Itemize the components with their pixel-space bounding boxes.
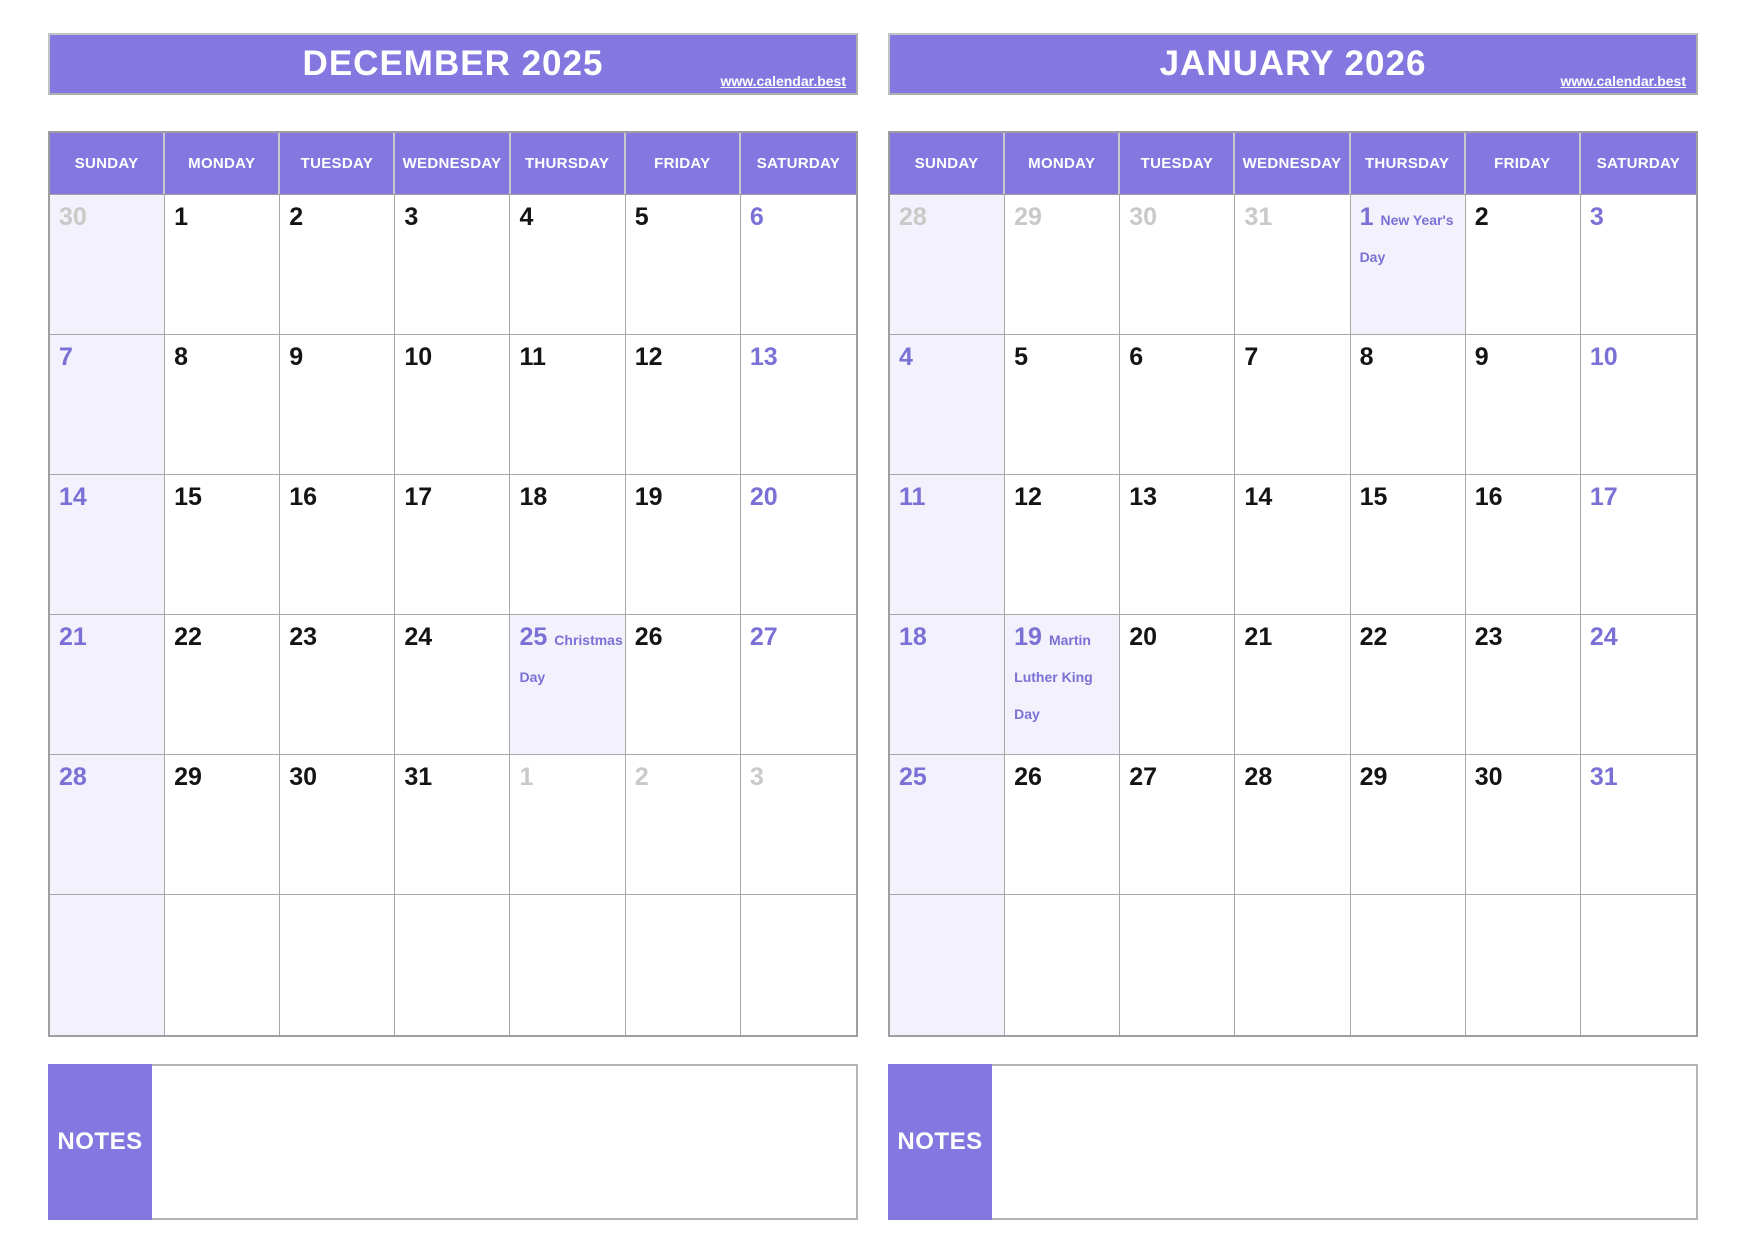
date-cell	[1235, 755, 1350, 895]
date-number: 6	[749, 203, 764, 231]
date-cell	[1005, 475, 1120, 615]
date-cell	[1466, 195, 1581, 335]
date-number: 24	[404, 623, 433, 651]
date-cell	[626, 335, 741, 475]
date-number: 18	[519, 483, 548, 511]
date-number: 9	[289, 343, 304, 371]
date-number: 29	[1014, 203, 1042, 231]
weekday-header: SUNDAY	[890, 133, 1005, 194]
date-cell	[395, 895, 510, 1035]
date-cell	[1120, 755, 1235, 895]
date-cell	[165, 475, 280, 615]
date-number: 22	[174, 623, 202, 651]
date-cell	[165, 195, 280, 335]
date-cell	[165, 615, 280, 755]
weekday-header: TUESDAY	[280, 133, 395, 194]
date-cell	[1351, 335, 1466, 475]
date-number: 27	[749, 623, 778, 651]
date-cell	[890, 755, 1005, 895]
date-cell	[1235, 615, 1350, 755]
date-number: 26	[634, 623, 663, 651]
date-cell	[1466, 475, 1581, 615]
date-number: 6	[1129, 343, 1144, 371]
date-number: 23	[1474, 623, 1503, 651]
date-number: 11	[899, 483, 926, 511]
month-title-bar	[48, 33, 858, 95]
date-cell	[280, 615, 395, 755]
date-number: 4	[899, 343, 913, 371]
date-cell	[280, 335, 395, 475]
date-number: 24	[1589, 623, 1618, 651]
month-grid	[888, 131, 1698, 1037]
date-number: 1	[519, 763, 534, 791]
weekday-header: MONDAY	[165, 133, 280, 194]
date-cell	[1466, 755, 1581, 895]
date-number: 25	[519, 623, 548, 651]
date-cell	[280, 475, 395, 615]
holiday-label: Christmas Day	[519, 632, 623, 685]
notes-label: NOTES	[48, 1064, 152, 1220]
calendar-december-2025	[48, 33, 858, 1220]
date-number: 21	[1244, 623, 1273, 651]
date-cell	[1581, 195, 1696, 335]
date-number: 31	[1244, 203, 1273, 231]
weekday-header-row	[890, 133, 1696, 195]
date-number: 15	[1359, 483, 1388, 511]
date-cell	[1235, 895, 1350, 1035]
date-cell	[890, 335, 1005, 475]
date-cell	[1235, 335, 1350, 475]
date-number: 25	[899, 763, 927, 791]
date-number: 16	[1474, 483, 1503, 511]
date-cell	[1005, 195, 1120, 335]
weekday-header: MONDAY	[1005, 133, 1120, 194]
date-number: 22	[1359, 623, 1388, 651]
month-title-bar	[888, 33, 1698, 95]
website-link[interactable]: www.calendar.best	[1560, 73, 1686, 89]
date-cell	[50, 475, 165, 615]
date-number: 30	[1474, 763, 1503, 791]
date-cell	[395, 195, 510, 335]
date-number: 15	[174, 483, 202, 511]
weekday-header: FRIDAY	[1466, 133, 1581, 194]
date-cell	[1466, 895, 1581, 1035]
date-number: 23	[289, 623, 318, 651]
date-grid	[890, 195, 1696, 1035]
date-cell	[1120, 475, 1235, 615]
date-cell	[1005, 615, 1120, 755]
date-number: 8	[1359, 343, 1374, 371]
date-cell	[510, 475, 625, 615]
date-cell	[395, 335, 510, 475]
date-cell	[50, 615, 165, 755]
date-cell	[510, 335, 625, 475]
date-cell	[626, 195, 741, 335]
date-cell	[1005, 755, 1120, 895]
date-number: 12	[1014, 483, 1042, 511]
date-number: 5	[1014, 343, 1029, 371]
date-number: 18	[899, 623, 927, 651]
date-number: 11	[519, 343, 546, 371]
date-cell	[510, 195, 625, 335]
date-cell	[1581, 615, 1696, 755]
date-cell	[1466, 615, 1581, 755]
date-cell	[510, 615, 625, 755]
date-cell	[1581, 895, 1696, 1035]
date-cell	[395, 475, 510, 615]
date-number: 28	[59, 763, 87, 791]
weekday-header: FRIDAY	[626, 133, 741, 194]
date-cell	[890, 195, 1005, 335]
date-number: 14	[59, 483, 87, 511]
date-cell	[510, 755, 625, 895]
date-cell	[50, 895, 165, 1035]
date-number: 28	[899, 203, 927, 231]
date-number: 17	[404, 483, 433, 511]
date-number: 10	[404, 343, 433, 371]
holiday-label: New Year's Day	[1359, 212, 1454, 265]
date-cell	[1120, 895, 1235, 1035]
date-cell	[1120, 195, 1235, 335]
weekday-header-row	[50, 133, 856, 195]
date-number: 7	[1244, 343, 1259, 371]
date-cell	[890, 615, 1005, 755]
date-cell	[741, 195, 856, 335]
date-cell	[741, 335, 856, 475]
date-cell	[1351, 755, 1466, 895]
date-cell	[395, 615, 510, 755]
website-link[interactable]: www.calendar.best	[720, 73, 846, 89]
date-cell	[626, 755, 741, 895]
date-number: 29	[174, 763, 202, 791]
date-number: 2	[634, 763, 649, 791]
date-number: 30	[289, 763, 318, 791]
date-cell	[280, 755, 395, 895]
date-number: 20	[749, 483, 778, 511]
weekday-header: TUESDAY	[1120, 133, 1235, 194]
date-cell	[741, 475, 856, 615]
date-number: 4	[519, 203, 534, 231]
date-cell	[1351, 895, 1466, 1035]
date-cell	[890, 475, 1005, 615]
date-number: 14	[1244, 483, 1273, 511]
weekday-header: WEDNESDAY	[1235, 133, 1350, 194]
date-number: 3	[749, 763, 764, 791]
month-grid	[48, 131, 858, 1037]
date-cell	[741, 895, 856, 1035]
date-cell	[280, 895, 395, 1035]
date-cell	[626, 475, 741, 615]
date-cell	[1005, 335, 1120, 475]
weekday-header: SATURDAY	[741, 133, 856, 194]
date-cell	[510, 895, 625, 1035]
date-cell	[165, 755, 280, 895]
date-grid	[50, 195, 856, 1035]
date-cell	[1466, 335, 1581, 475]
month-title: DECEMBER 2025	[302, 44, 604, 83]
date-number: 10	[1589, 343, 1618, 371]
weekday-header: THURSDAY	[511, 133, 626, 194]
date-number: 2	[1474, 203, 1489, 231]
holiday-label: Martin Luther King Day	[1014, 632, 1093, 722]
weekday-header: WEDNESDAY	[395, 133, 510, 194]
calendar-january-2026	[888, 33, 1698, 1220]
date-number: 21	[59, 623, 87, 651]
date-number: 13	[749, 343, 778, 371]
date-cell	[626, 615, 741, 755]
date-number: 3	[404, 203, 419, 231]
date-number: 31	[404, 763, 433, 791]
date-number: 26	[1014, 763, 1042, 791]
month-title: JANUARY 2026	[1159, 44, 1427, 83]
date-cell	[1120, 615, 1235, 755]
weekday-header: SUNDAY	[50, 133, 165, 194]
date-cell	[1005, 895, 1120, 1035]
date-number: 3	[1589, 203, 1604, 231]
notes-label: NOTES	[888, 1064, 992, 1220]
date-cell	[890, 895, 1005, 1035]
date-number: 20	[1129, 623, 1158, 651]
date-number: 9	[1474, 343, 1489, 371]
date-cell	[165, 335, 280, 475]
date-number: 29	[1359, 763, 1388, 791]
date-cell	[1581, 755, 1696, 895]
date-number: 5	[634, 203, 649, 231]
date-cell	[741, 615, 856, 755]
notes-area	[152, 1064, 858, 1220]
date-number: 17	[1589, 483, 1618, 511]
weekday-header: THURSDAY	[1351, 133, 1466, 194]
date-cell	[395, 755, 510, 895]
date-cell	[1581, 475, 1696, 615]
date-cell	[1351, 475, 1466, 615]
date-number: 13	[1129, 483, 1158, 511]
date-cell	[165, 895, 280, 1035]
date-cell	[50, 335, 165, 475]
date-number: 27	[1129, 763, 1158, 791]
notes-section	[888, 1064, 1698, 1220]
date-number: 1	[1359, 203, 1374, 231]
date-number: 31	[1589, 763, 1618, 791]
date-number: 2	[289, 203, 304, 231]
date-number: 1	[174, 203, 189, 231]
date-number: 30	[59, 203, 87, 231]
date-number: 16	[289, 483, 318, 511]
date-cell	[280, 195, 395, 335]
date-number: 30	[1129, 203, 1158, 231]
date-cell	[741, 755, 856, 895]
date-cell	[1351, 615, 1466, 755]
date-cell	[626, 895, 741, 1035]
date-number: 8	[174, 343, 189, 371]
date-cell	[1120, 335, 1235, 475]
date-number: 19	[634, 483, 663, 511]
date-number: 19	[1014, 623, 1042, 651]
date-number: 28	[1244, 763, 1273, 791]
date-cell	[1351, 195, 1466, 335]
notes-section	[48, 1064, 858, 1220]
date-number: 12	[634, 343, 663, 371]
weekday-header: SATURDAY	[1581, 133, 1696, 194]
date-cell	[1581, 335, 1696, 475]
date-cell	[50, 755, 165, 895]
date-cell	[1235, 195, 1350, 335]
date-cell	[50, 195, 165, 335]
notes-area	[992, 1064, 1698, 1220]
date-number: 7	[59, 343, 73, 371]
date-cell	[1235, 475, 1350, 615]
